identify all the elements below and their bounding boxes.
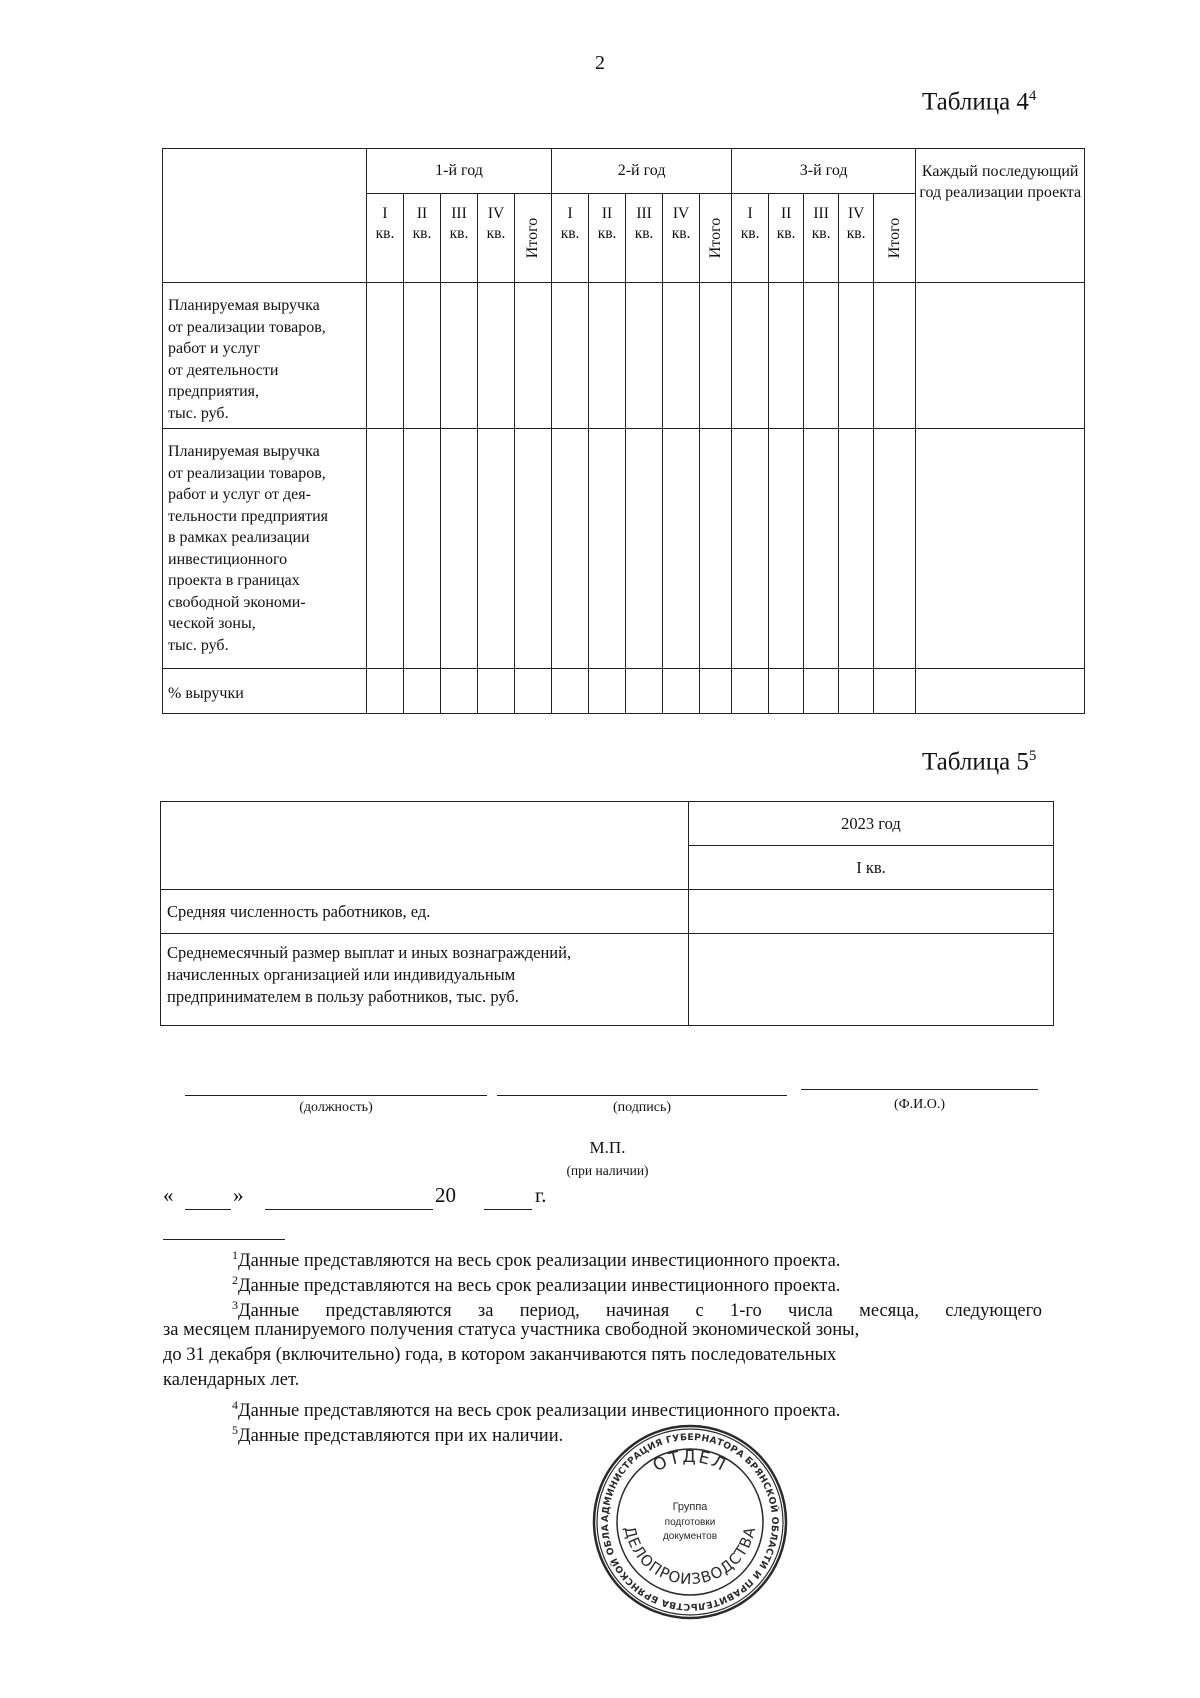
table4-value-cell xyxy=(874,283,916,429)
table4-value-cell xyxy=(839,429,874,669)
table4-caption xyxy=(922,88,1036,116)
footnote-text: Данные представляются за период, начиная с 1-го числа месяца, следующего xyxy=(238,1301,1042,1322)
stamp-ring-text: АДМИНИСТРАЦИЯ ГУБЕРНАТОРА БРЯНСКОЙ ОБЛАСТИ И ПРАВИТЕЛЬСТВА БРЯНСКОЙ ОБЛА xyxy=(599,1431,781,1613)
table4-corner-cell xyxy=(163,149,367,283)
table5-row-label: Средняя численность работников, ед. xyxy=(161,890,689,934)
table4-value-cell xyxy=(589,669,626,714)
quarter-unit: кв. xyxy=(671,225,691,242)
table4-value-cell xyxy=(663,283,700,429)
table4-value-cell xyxy=(478,283,515,429)
table4-year-header: 1-й год xyxy=(367,149,552,194)
table4-quarter-header xyxy=(552,194,589,283)
total-label: Итого xyxy=(524,217,542,259)
svg-text:ОТДЕЛ xyxy=(650,1447,730,1476)
table4-value-cell xyxy=(804,283,839,429)
table4-value-cell xyxy=(478,429,515,669)
quarter-number: II xyxy=(416,205,428,222)
table4-quarter-header xyxy=(367,194,404,283)
table4-value-cell xyxy=(663,669,700,714)
table4-value-cell xyxy=(441,669,478,714)
table4-value-cell xyxy=(367,429,404,669)
footnote-continuation: за месяцем планируемого получения статуса участника свободной экономической зоны, до 31 декабря (включительно) года, в котором заканчиваются пять последовательных календарных лет. xyxy=(163,1320,860,1390)
quarter-number: II xyxy=(601,205,613,222)
name-label: (Ф.И.О.) xyxy=(893,1097,946,1112)
table4-year-header: 3-й год xyxy=(732,149,916,194)
table4 xyxy=(162,148,1085,714)
table5-caption-sup: 5 xyxy=(1028,748,1037,764)
quarter-number: IV xyxy=(672,205,690,222)
quarter-unit: кв. xyxy=(375,225,395,242)
quarter-unit: кв. xyxy=(811,225,831,242)
table4-value-cell xyxy=(732,283,769,429)
quarter-number: II xyxy=(780,205,792,222)
table4-value-cell xyxy=(839,669,874,714)
table4-value-cell xyxy=(626,669,663,714)
table4-value-cell xyxy=(732,669,769,714)
total-label: Итого xyxy=(885,217,903,259)
table4-value-cell xyxy=(626,429,663,669)
quarter-number: III xyxy=(813,205,829,222)
table4-value-cell xyxy=(663,429,700,669)
table4-quarter-header xyxy=(441,194,478,283)
table4-value-cell xyxy=(916,283,1085,429)
quarter-unit: кв. xyxy=(486,225,506,242)
table5-corner-cell xyxy=(161,802,689,890)
table4-quarter-header xyxy=(478,194,515,283)
table4-value-cell xyxy=(552,283,589,429)
table4-value-cell xyxy=(589,283,626,429)
table4-row-label: Планируемая выручка от реализации товаров, работ и услуг от дея- тельности предприятия в рамках реализации инвестиционного проекта в границах свободной экономи- ческой зоны, тыс. руб. xyxy=(163,429,367,669)
quarter-unit: кв. xyxy=(597,225,617,242)
table5-value-cell xyxy=(689,890,1054,934)
office-stamp xyxy=(590,1422,790,1627)
footnote-number: 3 xyxy=(232,1298,238,1312)
stamp-top-text: ОТДЕЛ xyxy=(649,1446,731,1477)
table4-value-cell xyxy=(804,669,839,714)
footnote-text: Данные представляются при их наличии. xyxy=(238,1426,564,1447)
table4-value-cell xyxy=(700,283,732,429)
quarter-unit: кв. xyxy=(740,225,760,242)
quarter-unit: кв. xyxy=(776,225,796,242)
name-line xyxy=(801,1089,1038,1090)
quarter-unit: кв. xyxy=(634,225,654,242)
table5-year-header: 2023 год xyxy=(689,802,1054,846)
quarter-unit: кв. xyxy=(846,225,866,242)
mp-note: (при наличии) xyxy=(566,1163,649,1178)
quarter-number: IV xyxy=(847,205,865,222)
quarter-number: IV xyxy=(487,205,505,222)
table4-value-cell xyxy=(874,669,916,714)
table4-value-cell xyxy=(478,669,515,714)
table4-quarter-header xyxy=(732,194,769,283)
table4-value-cell xyxy=(769,429,804,669)
table4-each-year-header: Каждый последующий год реализации проекта xyxy=(916,149,1085,283)
table4-value-cell xyxy=(769,669,804,714)
footnote-number: 5 xyxy=(232,1423,238,1437)
table4-quarter-header xyxy=(589,194,626,283)
table4-value-cell xyxy=(874,429,916,669)
date-open-quote: « xyxy=(163,1183,174,1207)
table4-value-cell xyxy=(404,669,441,714)
page-number: 2 xyxy=(595,52,605,74)
table4-total-header xyxy=(874,194,916,283)
date-line xyxy=(163,1183,563,1213)
table4-row-label: % выручки xyxy=(163,669,367,714)
table4-value-cell xyxy=(839,283,874,429)
stamp-seal-icon xyxy=(590,1422,790,1622)
table4-quarter-header xyxy=(404,194,441,283)
footnote-text: Данные представляются на весь срок реализации инвестиционного проекта. xyxy=(238,1276,841,1297)
table4-value-cell xyxy=(769,283,804,429)
stamp-bottom-text: ДЕЛОПРОИЗВОДСТВА xyxy=(620,1524,760,1589)
position-line xyxy=(185,1095,487,1096)
position-label: (должность) xyxy=(299,1100,373,1115)
table4-value-cell xyxy=(589,429,626,669)
table4-caption-sup: 4 xyxy=(1028,88,1037,104)
date-close-quote: » xyxy=(233,1183,244,1207)
table5-caption-text: Таблица 5 xyxy=(922,748,1029,776)
table5-quarter-header: I кв. xyxy=(689,846,1054,890)
table4-value-cell xyxy=(552,669,589,714)
total-label: Итого xyxy=(706,217,724,259)
table4-value-cell xyxy=(441,429,478,669)
quarter-number: III xyxy=(636,205,652,222)
table4-caption-text: Таблица 4 xyxy=(922,88,1029,116)
table4-value-cell xyxy=(404,429,441,669)
quarter-number: III xyxy=(451,205,467,222)
table4-value-cell xyxy=(367,283,404,429)
table4-value-cell xyxy=(515,669,552,714)
table4-value-cell xyxy=(515,429,552,669)
table5-row-label: Среднемесячный размер выплат и иных вознаграждений, начисленных организацией или индивидуальным предпринимателем в пользу работников, тыс. руб. xyxy=(161,934,689,1026)
table4-total-header xyxy=(700,194,732,283)
quarter-unit: кв. xyxy=(449,225,469,242)
table4-value-cell xyxy=(916,669,1085,714)
footnote-text: Данные представляются на весь срок реализации инвестиционного проекта. xyxy=(238,1401,841,1422)
table4-quarter-header xyxy=(804,194,839,283)
quarter-number: I xyxy=(382,205,388,222)
stamp-center-line: Группа xyxy=(672,1501,708,1513)
table4-value-cell xyxy=(916,429,1085,669)
table4-value-cell xyxy=(626,283,663,429)
table4-quarter-header xyxy=(626,194,663,283)
quarter-number: I xyxy=(747,205,753,222)
mp-label: М.П. xyxy=(589,1138,626,1157)
footnote-number: 4 xyxy=(232,1398,238,1412)
date-day-blank xyxy=(185,1209,231,1210)
stamp-center-line: документов xyxy=(662,1531,718,1542)
table5 xyxy=(160,801,1054,1026)
footnote-text: Данные представляются на весь срок реализации инвестиционного проекта. xyxy=(238,1251,841,1272)
quarter-number: I xyxy=(567,205,573,222)
footnote-number: 2 xyxy=(232,1273,238,1287)
quarter-unit: кв. xyxy=(560,225,580,242)
table4-row-label: Планируемая выручка от реализации товаров, работ и услуг от деятельности предприятия, тыс. руб. xyxy=(163,283,367,429)
signature-line xyxy=(497,1095,787,1096)
table5-caption xyxy=(922,748,1036,776)
table5-value-cell xyxy=(689,934,1054,1026)
table4-year-header: 2-й год xyxy=(552,149,732,194)
table4-quarter-header xyxy=(769,194,804,283)
table4-value-cell xyxy=(732,429,769,669)
date-year-blank xyxy=(484,1209,532,1210)
table4-value-cell xyxy=(404,283,441,429)
date-century: 20 xyxy=(435,1183,456,1207)
table4-value-cell xyxy=(515,283,552,429)
footnote-number: 1 xyxy=(232,1248,238,1262)
date-suffix: г. xyxy=(535,1183,547,1207)
table4-total-header xyxy=(515,194,552,283)
table4-quarter-header xyxy=(663,194,700,283)
table4-value-cell xyxy=(367,669,404,714)
table4-value-cell xyxy=(700,429,732,669)
table4-value-cell xyxy=(552,429,589,669)
date-month-blank xyxy=(265,1209,433,1210)
footnote-separator xyxy=(163,1239,285,1240)
signature-label: (подпись) xyxy=(612,1100,672,1115)
table4-value-cell xyxy=(700,669,732,714)
table4-value-cell xyxy=(804,429,839,669)
table4-value-cell xyxy=(441,283,478,429)
stamp-center-line: подготовки xyxy=(664,1517,716,1528)
quarter-unit: кв. xyxy=(412,225,432,242)
table4-quarter-header xyxy=(839,194,874,283)
